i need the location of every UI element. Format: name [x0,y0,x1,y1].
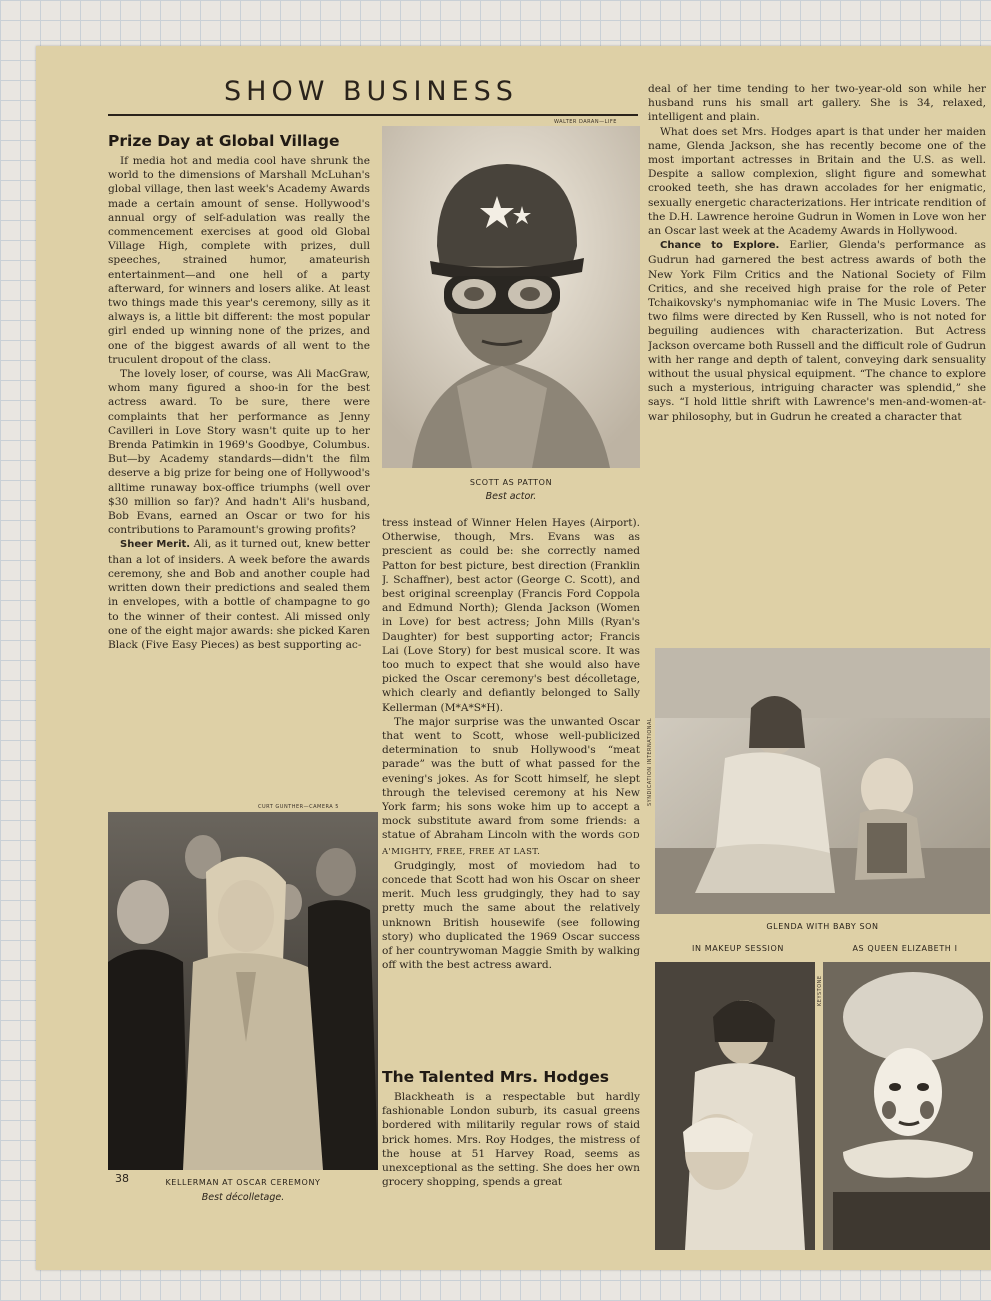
photo-credit: WALTER DARAN—LIFE [554,119,617,125]
photo-credit: CURT GUNTHER—CAMERA 5 [258,804,339,810]
photo-caption: IN MAKEUP SESSION [692,944,784,953]
subhead-lead: Sheer Merit. [120,539,191,551]
patton-photo [382,126,640,468]
article-text: Earlier, Glenda's performance as Gudrun had garnered the best actress awards of both the New York Film Critics and the National Society of Film Critics, and she received high praise for the role of Peter Tchaikovsky's nymphomaniac wife in The Music Lovers. The two films were directed by Ken Russell, who is not noted for beguiling audiences with characterization. But Actress Jackson overcame both Russell and the difficult role of Gudrun with her range and depth of talent, conveying dark sensuality without the usual physical equipment. “The chance to explore such a mysterious, intriguing character was splendid,” she says. “I hold little shrift with Lawrence's men-and-women-at-war philosophy, but in Gudrun he created a character that [648,239,986,423]
photo-credit: SYNDICATION INTERNATIONAL [647,717,653,806]
kellerman-photo-image [108,812,378,1170]
article-paragraph [648,238,986,424]
article-paragraph: deal of her time tending to her two-year-old son while her husband runs his small art gallery. She is 34, relaxed, intelligent and plain. [648,83,986,124]
article-text: The major surprise was the unwanted Oscar that went to Scott, whose well-publicized determination to snub Hollywood's “meat parade” was the butt of what passed for the evening's jokes. As for Scott himself, he slept through the televised ceremony at his New York farm; his sons woke him up to accept a mock substitute award from some friends: a statue of Abraham Lincoln with the words [382,715,640,842]
small-caps-text: GOD A'MIGHTY, FREE, FREE AT LAST. [382,831,640,857]
makeup-photo [655,962,815,1250]
article-column-2b [382,1090,640,1232]
article-column-3 [648,82,986,637]
queen-elizabeth-photo [823,962,990,1250]
patton-photo-image [382,126,640,468]
article-paragraph [382,715,640,859]
article-column-1 [108,154,370,804]
photo-caption-subtitle: Best actor. [485,491,537,502]
photo-caption-subtitle: Best décolletage. [201,1192,285,1203]
article-paragraph: tress instead of Winner Helen Hayes (Airport). Otherwise, though, Mrs. Evans was as prescient as could be: she correctly named Patton for best picture, best direction (Franklin J. Schaffner), best actor (George C. Scott), and best original screenplay (Francis Ford Coppola and Edmund North); Glenda Jackson (Women in Love) for best actress; John Mills (Ryan's Daughter) for best supporting actor; Francis Lai (Love Story) for best musical score. It was too much to expect that she would also have picked the Oscar ceremony's best décolletage, which clearly and defiantly belonged to Sally Kellerman (M*A*S*H). [382,517,640,714]
subhead-lead: Chance to Explore. [660,240,780,252]
page-number: 38 [115,1172,129,1185]
article-headline: Prize Day at Global Village [108,132,340,150]
photo-caption: AS QUEEN ELIZABETH I [852,944,958,953]
photo-credit: KEYSTONE [817,975,823,1006]
glenda-baby-photo [655,648,990,914]
photo-caption: KELLERMAN AT OSCAR CEREMONY [165,1178,321,1187]
article-text: Ali, as it turned out, knew better than a lot of insiders. A week before the awards ceremony, she and Bob and another couple had written down their predictions and sealed them in envelopes, with a bottle of champagne to go to the winner of their contest. Ali missed only one of the eight major awards: she picked Karen Black (Five Easy Pieces) as best supporting ac- [108,538,370,651]
article-paragraph: Blackheath is a respectable but hardly fashionable London suburb, its casual greens bordered with militarily regular rows of staid brick homes. Mrs. Roy Hodges, the mistress of the house at 51 Harvey Road, seems as unexceptional as the setting. She does her own grocery shopping, spends a great [382,1091,640,1189]
article-paragraph: If media hot and media cool have shrunk the world to the dimensions of Marshall McLuhan's global village, then last week's Academy Awards made a certain amount of sense. Hollywood's annual orgy of self-adulation was really the commencement exercises at good old Global Village High, complete with prizes, dull speeches, strained humor, amateurish entertainment—and one hell of a party afterward, for winners and losers alike. At least two things made this year's ceremony, silly as it always is, a little bit different: the most popular girl ended up winning none of the prizes, and one of the biggest awards of all went to the truculent dropout of the class. [108,155,370,366]
section-masthead: SHOW BUSINESS [224,76,518,107]
queen-elizabeth-photo-image [823,962,990,1250]
article-paragraph: Grudgingly, most of moviedom had to concede that Scott had won his Oscar on sheer merit. Much less grudgingly, they had to say pretty much the same about the relatively unknown British housewife (see following story) who duplicated the 1969 Oscar success of her countrywoman Maggie Smith by walking off with the best actress award. [382,859,640,972]
article-paragraph: What does set Mrs. Hodges apart is that under her maiden name, Glenda Jackson, she has recently become one of the most important actresses in Britain and the U.S. as well. Despite a sallow complexion, slight figure and somewhat crooked teeth, she has drawn accolades for her enigmatic, sexually energetic characterizations. Her intricate rendition of the D.H. Lawrence heroine Gudrun in Women in Love won her an Oscar last week at the Academy Awards in Hollywood. [648,125,986,238]
photo-caption: SCOTT AS PATTON [469,478,553,487]
glenda-baby-photo-image [655,648,990,914]
masthead-rule [108,114,638,116]
article-paragraph [108,537,370,652]
article-paragraph: The lovely loser, of course, was Ali MacGraw, whom many figured a shoo-in for the best actress award. To be sure, there were complaints that her performance as Jenny Cavilleri in Love Story wasn't quite up to her Brenda Patimkin in 1969's Goodbye, Columbus. But—by Academy standards—didn't the film deserve a big prize for being one of Hollywood's alltime runaway box-office triumphs (well over $30 million so far)? And hadn't Ali's husband, Bob Evans, earned an Oscar or two for his contributions to Paramount's growing profits? [108,368,370,537]
makeup-photo-image [655,962,815,1250]
article-headline: The Talented Mrs. Hodges [382,1068,609,1086]
kellerman-photo [108,812,378,1170]
magazine-page [36,46,991,1270]
article-column-2 [382,516,640,1071]
photo-caption: GLENDA WITH BABY SON [766,922,879,931]
